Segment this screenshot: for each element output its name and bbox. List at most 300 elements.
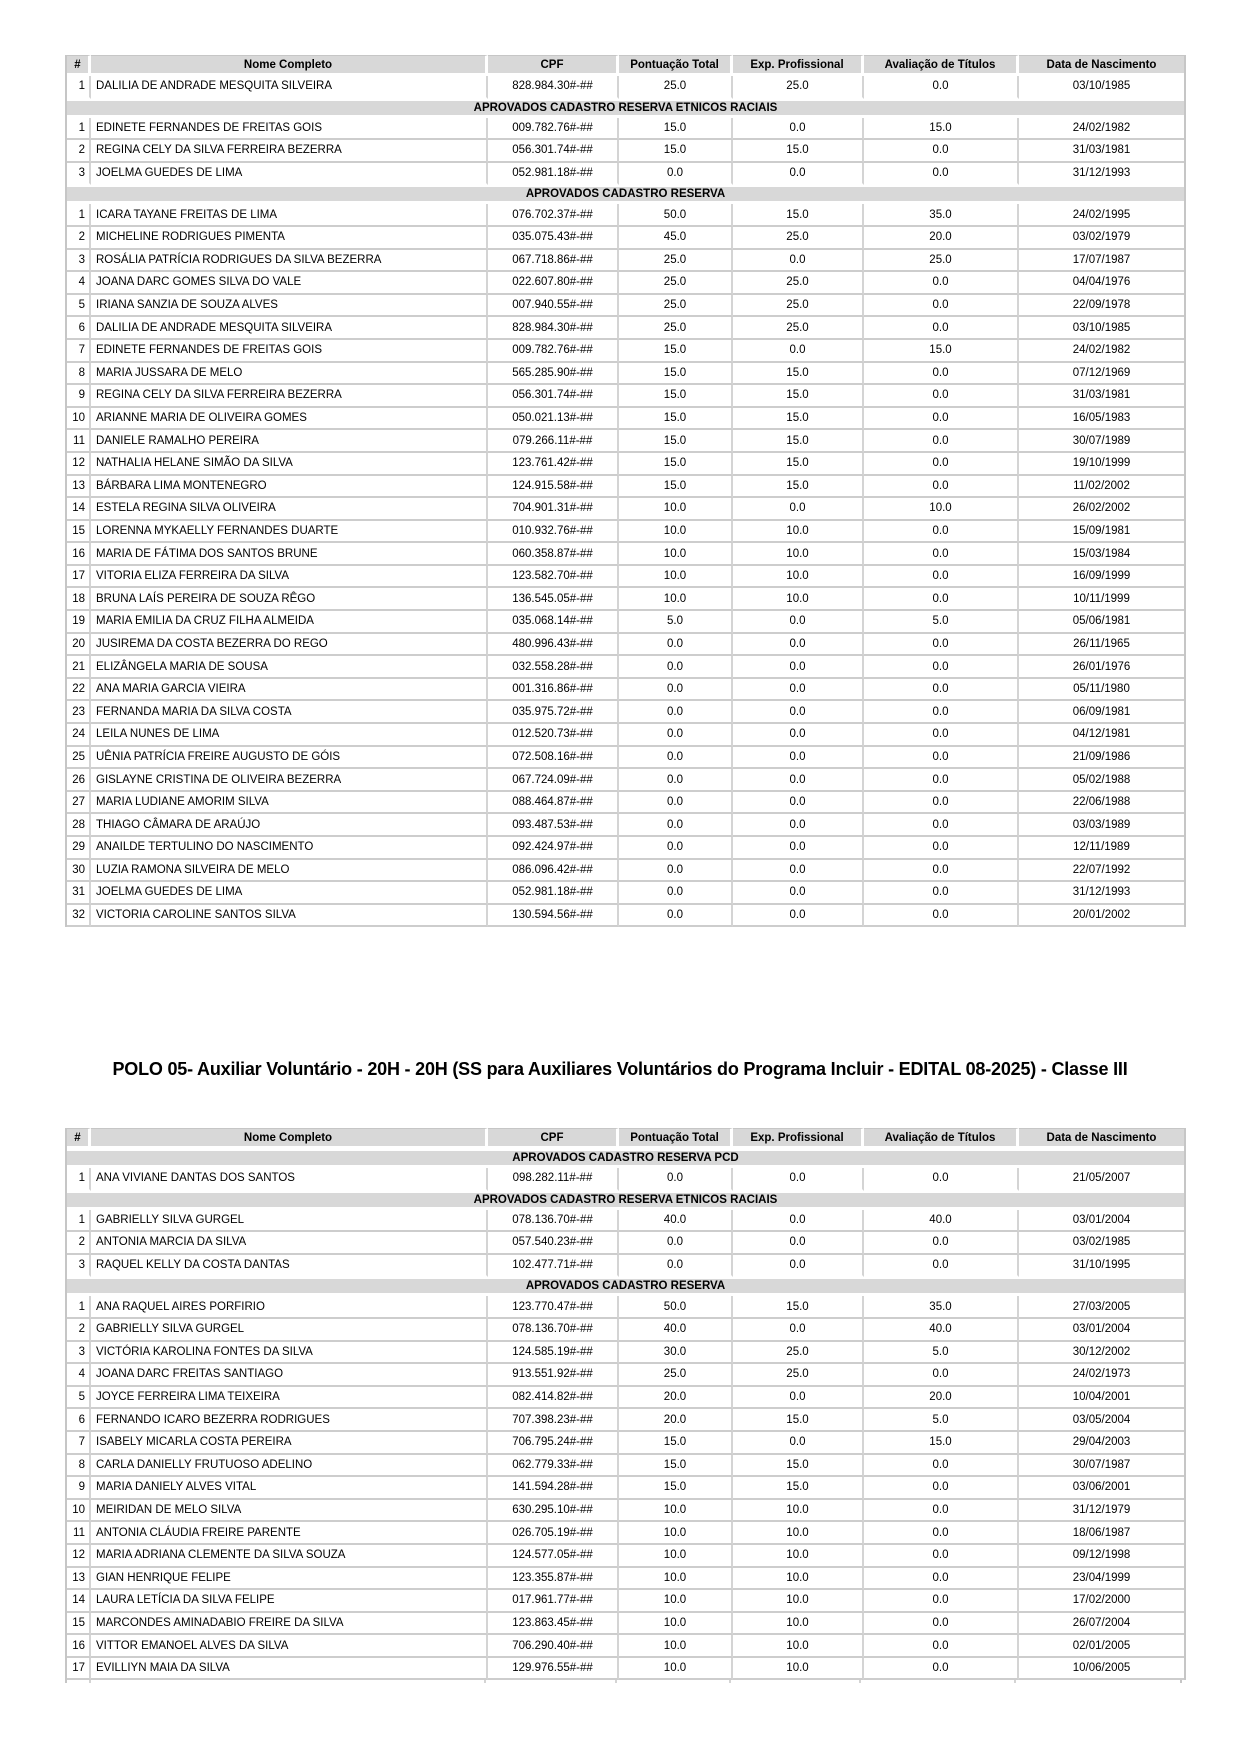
rank-cell: 24 — [67, 724, 91, 747]
pontuacao-total-cell: 0.0 — [619, 837, 733, 860]
data-nascimento-cell: 31/03/1981 — [1019, 140, 1184, 163]
avaliacao-titulos-cell: 0.0 — [864, 747, 1019, 770]
rank-cell: 25 — [67, 747, 91, 770]
data-nascimento-cell: 22/09/1978 — [1019, 295, 1184, 318]
column-header-rank: # — [67, 55, 91, 76]
exp-profissional-cell: 15.0 — [733, 1455, 864, 1478]
data-nascimento-cell: 22/07/1992 — [1019, 860, 1184, 883]
pontuacao-total-cell: 20.0 — [619, 1409, 733, 1432]
data-nascimento-cell: 03/01/2004 — [1019, 1319, 1184, 1342]
name-cell: DALILIA DE ANDRADE MESQUITA SILVEIRA — [91, 76, 488, 99]
rank-cell: 28 — [67, 814, 91, 837]
data-nascimento-cell: 31/10/1995 — [1019, 1255, 1184, 1278]
avaliacao-titulos-cell: 40.0 — [864, 1210, 1019, 1233]
cpf-cell: 052.981.18#-## — [488, 163, 619, 186]
avaliacao-titulos-cell: 0.0 — [864, 521, 1019, 544]
rank-cell: 29 — [67, 837, 91, 860]
name-cell: REGINA CELY DA SILVA FERREIRA BEZERRA — [91, 385, 488, 408]
pontuacao-total-cell: 5.0 — [619, 611, 733, 634]
table-row — [67, 1455, 1184, 1478]
pontuacao-total-cell: 10.0 — [619, 1590, 733, 1613]
table-row — [67, 656, 1184, 679]
name-cell: VITTOR EMANOEL ALVES DA SILVA — [91, 1635, 488, 1658]
table-row — [67, 814, 1184, 837]
data-nascimento-cell: 26/07/2004 — [1019, 1613, 1184, 1636]
data-nascimento-cell: 16/05/1983 — [1019, 408, 1184, 431]
data-nascimento-cell: 31/03/1981 — [1019, 385, 1184, 408]
exp-profissional-cell: 15.0 — [733, 1409, 864, 1432]
pontuacao-total-cell: 15.0 — [619, 363, 733, 386]
name-cell: MARIA DE FÁTIMA DOS SANTOS BRUNE — [91, 543, 488, 566]
cpf-cell: 913.551.92#-## — [488, 1364, 619, 1387]
cpf-cell: 707.398.23#-## — [488, 1409, 619, 1432]
cpf-cell: 130.594.56#-## — [488, 905, 619, 928]
name-cell: NATHALIA HELANE SIMÃO DA SILVA — [91, 453, 488, 476]
cpf-cell: 093.487.53#-## — [488, 814, 619, 837]
avaliacao-titulos-cell: 0.0 — [864, 1255, 1019, 1278]
exp-profissional-cell: 0.0 — [733, 882, 864, 905]
avaliacao-titulos-cell: 0.0 — [864, 140, 1019, 163]
column-border-stub — [486, 1680, 617, 1683]
avaliacao-titulos-cell: 0.0 — [864, 385, 1019, 408]
name-cell: UÊNIA PATRÍCIA FREIRE AUGUSTO DE GÓIS — [91, 747, 488, 770]
pontuacao-total-cell: 10.0 — [619, 1545, 733, 1568]
data-nascimento-cell: 24/02/1982 — [1019, 118, 1184, 141]
cpf-cell: 123.355.87#-## — [488, 1568, 619, 1591]
exp-profissional-cell: 15.0 — [733, 204, 864, 227]
table-row — [67, 1319, 1184, 1342]
cpf-cell: 017.961.77#-## — [488, 1590, 619, 1613]
name-cell: VICTORIA CAROLINE SANTOS SILVA — [91, 905, 488, 928]
rank-cell: 4 — [67, 272, 91, 295]
column-header-avaliacao-titulos: Avaliação de Títulos — [864, 1128, 1019, 1149]
name-cell: MARIA DANIELY ALVES VITAL — [91, 1477, 488, 1500]
pontuacao-total-cell: 0.0 — [619, 1168, 733, 1191]
avaliacao-titulos-cell: 0.0 — [864, 295, 1019, 318]
data-nascimento-cell: 16/09/1999 — [1019, 566, 1184, 589]
table-row — [67, 1635, 1184, 1658]
avaliacao-titulos-cell: 0.0 — [864, 1232, 1019, 1255]
section-header-row — [67, 1277, 1184, 1296]
section-header-row — [67, 1191, 1184, 1210]
rank-cell: 12 — [67, 1545, 91, 1568]
cpf-cell: 704.901.31#-## — [488, 498, 619, 521]
avaliacao-titulos-cell: 0.0 — [864, 1364, 1019, 1387]
exp-profissional-cell: 0.0 — [733, 701, 864, 724]
avaliacao-titulos-cell: 0.0 — [864, 476, 1019, 499]
rank-cell: 23 — [67, 701, 91, 724]
data-nascimento-cell: 18/06/1987 — [1019, 1522, 1184, 1545]
data-nascimento-cell: 04/12/1981 — [1019, 724, 1184, 747]
name-cell: ELIZÂNGELA MARIA DE SOUSA — [91, 656, 488, 679]
name-cell: ROSÁLIA PATRÍCIA RODRIGUES DA SILVA BEZERRA — [91, 250, 488, 273]
table-row — [67, 340, 1184, 363]
cpf-cell: 050.021.13#-## — [488, 408, 619, 431]
cpf-cell: 706.795.24#-## — [488, 1432, 619, 1455]
exp-profissional-cell: 15.0 — [733, 408, 864, 431]
name-cell: ICARA TAYANE FREITAS DE LIMA — [91, 204, 488, 227]
rank-cell: 26 — [67, 769, 91, 792]
avaliacao-titulos-cell: 0.0 — [864, 453, 1019, 476]
exp-profissional-cell: 0.0 — [733, 340, 864, 363]
column-header-exp-profissional: Exp. Profissional — [733, 55, 864, 76]
name-cell: GABRIELLY SILVA GURGEL — [91, 1210, 488, 1233]
name-cell: LORENNA MYKAELLY FERNANDES DUARTE — [91, 521, 488, 544]
column-header-row — [67, 1128, 1184, 1149]
data-nascimento-cell: 15/09/1981 — [1019, 521, 1184, 544]
exp-profissional-cell: 15.0 — [733, 1296, 864, 1319]
pontuacao-total-cell: 0.0 — [619, 905, 733, 928]
avaliacao-titulos-cell: 0.0 — [864, 1168, 1019, 1191]
table-row — [67, 498, 1184, 521]
avaliacao-titulos-cell: 20.0 — [864, 1387, 1019, 1410]
name-cell: ISABELY MICARLA COSTA PEREIRA — [91, 1432, 488, 1455]
exp-profissional-cell: 15.0 — [733, 453, 864, 476]
name-cell: LAURA LETÍCIA DA SILVA FELIPE — [91, 1590, 488, 1613]
pontuacao-total-cell: 10.0 — [619, 1522, 733, 1545]
exp-profissional-cell: 0.0 — [733, 1319, 864, 1342]
data-nascimento-cell: 12/11/1989 — [1019, 837, 1184, 860]
cpf-cell: 067.724.09#-## — [488, 769, 619, 792]
pontuacao-total-cell: 10.0 — [619, 1635, 733, 1658]
name-cell: THIAGO CÂMARA DE ARAÚJO — [91, 814, 488, 837]
table-row — [67, 476, 1184, 499]
section-header-label: APROVADOS CADASTRO RESERVA — [67, 185, 1184, 204]
exp-profissional-cell: 25.0 — [733, 1342, 864, 1365]
name-cell: VITORIA ELIZA FERREIRA DA SILVA — [91, 566, 488, 589]
exp-profissional-cell: 10.0 — [733, 1522, 864, 1545]
exp-profissional-cell: 10.0 — [733, 1568, 864, 1591]
cpf-cell: 079.266.11#-## — [488, 430, 619, 453]
pontuacao-total-cell: 0.0 — [619, 860, 733, 883]
exp-profissional-cell: 10.0 — [733, 1658, 864, 1681]
cpf-cell: 706.290.40#-## — [488, 1635, 619, 1658]
avaliacao-titulos-cell: 0.0 — [864, 408, 1019, 431]
section-header-row — [67, 1149, 1184, 1168]
cpf-cell: 123.761.42#-## — [488, 453, 619, 476]
avaliacao-titulos-cell: 0.0 — [864, 814, 1019, 837]
column-header-cpf: CPF — [488, 55, 619, 76]
name-cell: JOELMA GUEDES DE LIMA — [91, 163, 488, 186]
rank-cell: 31 — [67, 882, 91, 905]
table-row — [67, 1168, 1184, 1191]
results-table-lower — [65, 1128, 1182, 1683]
name-cell: REGINA CELY DA SILVA FERREIRA BEZERRA — [91, 140, 488, 163]
pontuacao-total-cell: 15.0 — [619, 430, 733, 453]
cpf-cell: 035.975.72#-## — [488, 701, 619, 724]
pontuacao-total-cell: 25.0 — [619, 317, 733, 340]
rank-cell: 16 — [67, 1635, 91, 1658]
column-border-stub — [67, 1680, 91, 1683]
cpf-cell: 086.096.42#-## — [488, 860, 619, 883]
table-row — [67, 1342, 1184, 1365]
data-nascimento-cell: 11/02/2002 — [1019, 476, 1184, 499]
table-row — [67, 724, 1184, 747]
name-cell: FERNANDO ICARO BEZERRA RODRIGUES — [91, 1409, 488, 1432]
pontuacao-total-cell: 10.0 — [619, 588, 733, 611]
data-nascimento-cell: 30/07/1987 — [1019, 1455, 1184, 1478]
rank-cell: 6 — [67, 317, 91, 340]
name-cell: MARCONDES AMINADABIO FREIRE DA SILVA — [91, 1613, 488, 1636]
rank-cell: 5 — [67, 295, 91, 318]
avaliacao-titulos-cell: 35.0 — [864, 1296, 1019, 1319]
pontuacao-total-cell: 15.0 — [619, 476, 733, 499]
name-cell: MARIA JUSSARA DE MELO — [91, 363, 488, 386]
exp-profissional-cell: 0.0 — [733, 498, 864, 521]
name-cell: MICHELINE RODRIGUES PIMENTA — [91, 227, 488, 250]
pontuacao-total-cell: 15.0 — [619, 453, 733, 476]
avaliacao-titulos-cell: 15.0 — [864, 118, 1019, 141]
exp-profissional-cell: 25.0 — [733, 295, 864, 318]
data-nascimento-cell: 03/02/1979 — [1019, 227, 1184, 250]
data-nascimento-cell: 02/01/2005 — [1019, 1635, 1184, 1658]
cpf-cell: 828.984.30#-## — [488, 317, 619, 340]
name-cell: BRUNA LAÍS PEREIRA DE SOUZA RÊGO — [91, 588, 488, 611]
rank-cell: 17 — [67, 1658, 91, 1681]
pontuacao-total-cell: 0.0 — [619, 792, 733, 815]
data-nascimento-cell: 05/06/1981 — [1019, 611, 1184, 634]
pontuacao-total-cell: 20.0 — [619, 1387, 733, 1410]
avaliacao-titulos-cell: 0.0 — [864, 1477, 1019, 1500]
rank-cell: 20 — [67, 634, 91, 657]
table-row — [67, 701, 1184, 724]
exp-profissional-cell: 10.0 — [733, 1545, 864, 1568]
rank-cell: 12 — [67, 453, 91, 476]
table-row — [67, 295, 1184, 318]
table-row — [67, 1613, 1184, 1636]
table-row — [67, 272, 1184, 295]
table-row — [67, 792, 1184, 815]
rank-cell: 1 — [67, 1168, 91, 1191]
column-header-pontuacao-total: Pontuação Total — [619, 1128, 733, 1149]
pontuacao-total-cell: 0.0 — [619, 701, 733, 724]
pontuacao-total-cell: 25.0 — [619, 250, 733, 273]
rank-cell: 11 — [67, 430, 91, 453]
name-cell: BÁRBARA LIMA MONTENEGRO — [91, 476, 488, 499]
avaliacao-titulos-cell: 0.0 — [864, 656, 1019, 679]
data-nascimento-cell: 26/11/1965 — [1019, 634, 1184, 657]
results-table-upper — [65, 55, 1182, 927]
rank-cell: 14 — [67, 1590, 91, 1613]
column-header-exp-profissional: Exp. Profissional — [733, 1128, 864, 1149]
exp-profissional-cell: 15.0 — [733, 1477, 864, 1500]
table-row — [67, 385, 1184, 408]
pontuacao-total-cell: 15.0 — [619, 140, 733, 163]
pontuacao-total-cell: 0.0 — [619, 163, 733, 186]
cpf-cell: 078.136.70#-## — [488, 1319, 619, 1342]
avaliacao-titulos-cell: 0.0 — [864, 272, 1019, 295]
avaliacao-titulos-cell: 20.0 — [864, 227, 1019, 250]
cpf-cell: 076.702.37#-## — [488, 204, 619, 227]
rank-cell: 11 — [67, 1522, 91, 1545]
data-nascimento-cell: 05/11/1980 — [1019, 679, 1184, 702]
table-row — [67, 611, 1184, 634]
table-row — [67, 769, 1184, 792]
avaliacao-titulos-cell: 25.0 — [864, 250, 1019, 273]
data-nascimento-cell: 30/07/1989 — [1019, 430, 1184, 453]
avaliacao-titulos-cell: 0.0 — [864, 905, 1019, 928]
rank-cell: 3 — [67, 250, 91, 273]
table-row — [67, 1409, 1184, 1432]
column-header-cpf: CPF — [488, 1128, 619, 1149]
name-cell: ANAILDE TERTULINO DO NASCIMENTO — [91, 837, 488, 860]
data-nascimento-cell: 07/12/1969 — [1019, 363, 1184, 386]
exp-profissional-cell: 15.0 — [733, 385, 864, 408]
avaliacao-titulos-cell: 0.0 — [864, 163, 1019, 186]
table-row — [67, 634, 1184, 657]
name-cell: JOANA DARC FREITAS SANTIAGO — [91, 1364, 488, 1387]
name-cell: JUSIREMA DA COSTA BEZERRA DO REGO — [91, 634, 488, 657]
column-header-rank: # — [67, 1128, 91, 1149]
avaliacao-titulos-cell: 0.0 — [864, 724, 1019, 747]
name-cell: LUZIA RAMONA SILVEIRA DE MELO — [91, 860, 488, 883]
section-header-row — [67, 99, 1184, 118]
pontuacao-total-cell: 0.0 — [619, 747, 733, 770]
exp-profissional-cell: 0.0 — [733, 747, 864, 770]
data-nascimento-cell: 20/01/2002 — [1019, 905, 1184, 928]
pontuacao-total-cell: 0.0 — [619, 724, 733, 747]
data-nascimento-cell: 31/12/1993 — [1019, 882, 1184, 905]
table-row — [67, 76, 1184, 99]
cpf-cell: 630.295.10#-## — [488, 1500, 619, 1523]
rank-cell: 7 — [67, 1432, 91, 1455]
column-header-name: Nome Completo — [91, 1128, 488, 1149]
pontuacao-total-cell: 10.0 — [619, 521, 733, 544]
rank-cell: 19 — [67, 611, 91, 634]
rank-cell: 14 — [67, 498, 91, 521]
column-header-row — [67, 55, 1184, 76]
polo-section-title: POLO 05- Auxiliar Voluntário - 20H - 20H (SS para Auxiliares Voluntários do Programa Incluir - EDITAL 08-2025) - Classe III — [112, 1059, 1128, 1079]
exp-profissional-cell: 0.0 — [733, 1210, 864, 1233]
avaliacao-titulos-cell: 35.0 — [864, 204, 1019, 227]
name-cell: MARIA EMILIA DA CRUZ FILHA ALMEIDA — [91, 611, 488, 634]
rank-cell: 2 — [67, 1232, 91, 1255]
pontuacao-total-cell: 0.0 — [619, 882, 733, 905]
exp-profissional-cell: 0.0 — [733, 724, 864, 747]
cpf-cell: 565.285.90#-## — [488, 363, 619, 386]
name-cell: GABRIELLY SILVA GURGEL — [91, 1319, 488, 1342]
cpf-cell: 124.577.05#-## — [488, 1545, 619, 1568]
rank-cell: 1 — [67, 1210, 91, 1233]
pontuacao-total-cell: 10.0 — [619, 543, 733, 566]
name-cell: MARIA ADRIANA CLEMENTE DA SILVA SOUZA — [91, 1545, 488, 1568]
table-row — [67, 1590, 1184, 1613]
avaliacao-titulos-cell: 0.0 — [864, 543, 1019, 566]
rank-cell: 16 — [67, 543, 91, 566]
column-header-name: Nome Completo — [91, 55, 488, 76]
data-nascimento-cell: 03/03/1989 — [1019, 814, 1184, 837]
cpf-cell: 022.607.80#-## — [488, 272, 619, 295]
rank-cell: 27 — [67, 792, 91, 815]
cpf-cell: 009.782.76#-## — [488, 340, 619, 363]
rank-cell: 17 — [67, 566, 91, 589]
rank-cell: 15 — [67, 1613, 91, 1636]
table-row — [67, 250, 1184, 273]
data-nascimento-cell: 17/07/1987 — [1019, 250, 1184, 273]
rank-cell: 1 — [67, 1296, 91, 1319]
exp-profissional-cell: 0.0 — [733, 118, 864, 141]
cpf-cell: 123.863.45#-## — [488, 1613, 619, 1636]
name-cell: RAQUEL KELLY DA COSTA DANTAS — [91, 1255, 488, 1278]
cpf-cell: 052.981.18#-## — [488, 882, 619, 905]
avaliacao-titulos-cell: 5.0 — [864, 1342, 1019, 1365]
section-header-label: APROVADOS CADASTRO RESERVA ETNICOS RACIAIS — [67, 99, 1184, 118]
pontuacao-total-cell: 0.0 — [619, 656, 733, 679]
exp-profissional-cell: 0.0 — [733, 656, 864, 679]
table-row — [67, 1387, 1184, 1410]
pontuacao-total-cell: 0.0 — [619, 1255, 733, 1278]
exp-profissional-cell: 25.0 — [733, 227, 864, 250]
avaliacao-titulos-cell: 0.0 — [864, 860, 1019, 883]
pontuacao-total-cell: 10.0 — [619, 1613, 733, 1636]
avaliacao-titulos-cell: 5.0 — [864, 1409, 1019, 1432]
data-nascimento-cell: 03/06/2001 — [1019, 1477, 1184, 1500]
pontuacao-total-cell: 0.0 — [619, 814, 733, 837]
data-nascimento-cell: 24/02/1982 — [1019, 340, 1184, 363]
table-row — [67, 679, 1184, 702]
name-cell: DALILIA DE ANDRADE MESQUITA SILVEIRA — [91, 317, 488, 340]
data-nascimento-cell: 31/12/1993 — [1019, 163, 1184, 186]
table-row — [67, 1364, 1184, 1387]
rank-cell: 5 — [67, 1387, 91, 1410]
table-row — [67, 227, 1184, 250]
avaliacao-titulos-cell: 0.0 — [864, 701, 1019, 724]
rank-cell: 21 — [67, 656, 91, 679]
exp-profissional-cell: 0.0 — [733, 1432, 864, 1455]
cpf-cell: 088.464.87#-## — [488, 792, 619, 815]
table-row — [67, 543, 1184, 566]
cpf-cell: 001.316.86#-## — [488, 679, 619, 702]
table-row — [67, 163, 1184, 186]
data-nascimento-cell: 26/01/1976 — [1019, 656, 1184, 679]
rank-cell: 8 — [67, 363, 91, 386]
exp-profissional-cell: 0.0 — [733, 769, 864, 792]
cpf-cell: 102.477.71#-## — [488, 1255, 619, 1278]
table-row — [67, 363, 1184, 386]
avaliacao-titulos-cell: 0.0 — [864, 1568, 1019, 1591]
avaliacao-titulos-cell: 0.0 — [864, 317, 1019, 340]
name-cell: ARIANNE MARIA DE OLIVEIRA GOMES — [91, 408, 488, 431]
section-header-row — [67, 185, 1184, 204]
column-header-data-nascimento: Data de Nascimento — [1019, 1128, 1184, 1149]
table-row — [67, 521, 1184, 544]
data-nascimento-cell: 10/11/1999 — [1019, 588, 1184, 611]
candidates-table-2 — [65, 1128, 1186, 1680]
avaliacao-titulos-cell: 0.0 — [864, 566, 1019, 589]
name-cell: EVILLIYN MAIA DA SILVA — [91, 1658, 488, 1681]
exp-profissional-cell: 0.0 — [733, 634, 864, 657]
avaliacao-titulos-cell: 0.0 — [864, 430, 1019, 453]
data-nascimento-cell: 21/05/2007 — [1019, 1168, 1184, 1191]
avaliacao-titulos-cell: 0.0 — [864, 634, 1019, 657]
rank-cell: 1 — [67, 118, 91, 141]
pontuacao-total-cell: 10.0 — [619, 498, 733, 521]
exp-profissional-cell: 0.0 — [733, 860, 864, 883]
pontuacao-total-cell: 15.0 — [619, 340, 733, 363]
name-cell: DANIELE RAMALHO PEREIRA — [91, 430, 488, 453]
data-nascimento-cell: 21/09/1986 — [1019, 747, 1184, 770]
table-row — [67, 566, 1184, 589]
cpf-cell: 072.508.16#-## — [488, 747, 619, 770]
cut-off-next-row-sliver — [65, 1680, 1182, 1683]
cpf-cell: 092.424.97#-## — [488, 837, 619, 860]
table-row — [67, 1477, 1184, 1500]
pontuacao-total-cell: 40.0 — [619, 1319, 733, 1342]
rank-cell: 2 — [67, 1319, 91, 1342]
data-nascimento-cell: 30/12/2002 — [1019, 1342, 1184, 1365]
name-cell: ANA RAQUEL AIRES PORFIRIO — [91, 1296, 488, 1319]
avaliacao-titulos-cell: 0.0 — [864, 792, 1019, 815]
